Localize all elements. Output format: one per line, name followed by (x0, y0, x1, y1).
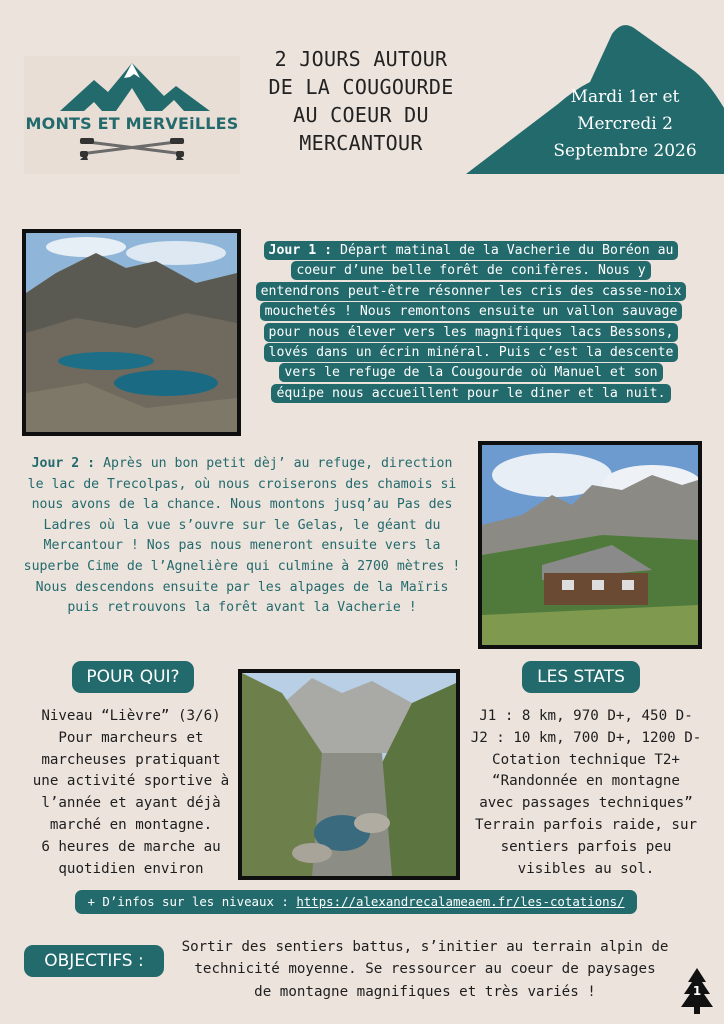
pour-qui-line: 6 heures de marche au (41, 838, 221, 855)
objectifs-line: technicité moyenne. Se ressourcer au coeur de paysages (194, 961, 656, 978)
pour-qui-line: une activité sportive à (32, 773, 230, 790)
day1-text: Départ matinal de la Vacherie du Boréon au coeur d’une belle forêt de conifères. Nous y entendrons peut-être résonner les cris des casse-noix mouchetés ! Nous remontons ensuite un vallon sauvage pour nous élever vers les magnifiques lacs Bessons, lovés dans un écrin minéral. Puis c’est la descente vers le refuge de la Cougourde où Manuel et son équipe nous accueillent pour le diner et la nuit. (260, 243, 682, 401)
pour-qui-line: l’année et ayant déjà (41, 795, 221, 812)
pour-qui-line: Niveau “Lièvre” (3/6) (41, 708, 221, 724)
pour-qui-text (20, 706, 242, 880)
stream-photo (238, 669, 460, 880)
objectifs-heading: OBJECTIFS : (24, 945, 164, 977)
levels-info-bar (75, 890, 637, 914)
stats-line: avec passages techniques” (479, 795, 693, 812)
objectifs-line: de montagne magnifiques et très variés ! (254, 983, 596, 1000)
refuge-photo (478, 441, 702, 649)
day2-description (22, 454, 462, 619)
stats-text (468, 706, 704, 880)
day2-text-continued: Nous descendons ensuite par les alpages de la Maïris puis retrouvons la forêt avant la Vacherie ! (35, 579, 449, 616)
date-line: Mardi 1er et (570, 87, 680, 107)
day2-text: Après un bon petit dèj’ au refuge, direction le lac de Trecolpas, où nous croiserons des chamois si nous avons de la chance. Nous montons jusq’au Pas des Ladres où la vue s’ouvre sur le Gelas, le géant du Mercantour ! Nos pas nous meneront ensuite vers la superbe Cime de l’Agnelière qui culmine à 2700 mètres ! (23, 456, 461, 574)
brand-logo-text: MONTS ET MERVEiLLES (25, 114, 239, 133)
page-title (250, 45, 472, 157)
objectifs-text (170, 936, 680, 1003)
event-date (530, 84, 720, 165)
page-number: 1 (692, 984, 702, 998)
stats-line: “Randonnée en montagne (492, 773, 680, 790)
pour-qui-line: Pour marcheurs et (58, 729, 204, 746)
brand-logo (24, 56, 240, 174)
objectifs-line: Sortir des sentiers battus, s’initier au terrain alpin de (181, 939, 669, 955)
title-line: DE LA COUGOURDE (268, 75, 454, 99)
stats-line: visibles au sol. (517, 860, 655, 877)
title-line: 2 JOURS AUTOUR (274, 47, 448, 71)
page-number-badge (680, 966, 714, 1016)
day1-description (255, 241, 687, 404)
pour-qui-heading: POUR QUI? (72, 661, 194, 693)
day2-label: Jour 2 : (31, 456, 96, 471)
stats-line: sentiers parfois peu (500, 838, 672, 855)
pour-qui-line: marcheuses pratiquant (41, 751, 221, 768)
date-line: Septembre 2026 (553, 141, 697, 161)
pour-qui-line: quotidien environ (58, 860, 204, 877)
day1-label: Jour 1 : (268, 243, 333, 258)
date-line: Mercredi 2 (577, 114, 673, 134)
pour-qui-line: marché en montagne. (49, 816, 213, 833)
stats-line: Terrain parfois raide, sur (474, 816, 698, 833)
levels-info-link[interactable]: https://alexandrecalameaem.fr/les-cotations/ (296, 894, 625, 909)
stats-heading: LES STATS (522, 661, 640, 693)
stats-line: Cotation technique T2+ (492, 751, 680, 768)
stats-line: J1 : 8 km, 970 D+, 450 D- (479, 708, 693, 724)
lakes-photo (22, 229, 241, 436)
stats-line: J2 : 10 km, 700 D+, 1200 D- (470, 729, 702, 746)
title-line: MERCANTOUR (299, 131, 423, 155)
title-line: AU COEUR DU (293, 103, 429, 127)
levels-info-label: + D’infos sur les niveaux : (87, 894, 297, 909)
